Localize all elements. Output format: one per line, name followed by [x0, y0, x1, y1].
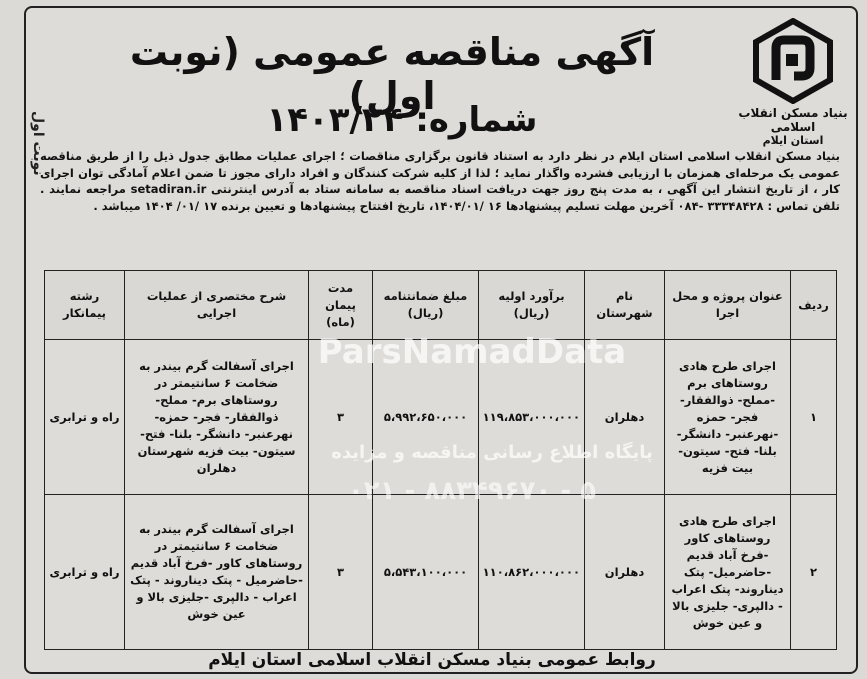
cell-county: دهلران	[585, 495, 665, 650]
header-description: شرح مختصری از عملیات اجرایی	[125, 271, 309, 340]
cell-project-title: اجرای طرح هادی روستاهای برم -مملح- ذوالفقار- فجر- حمزه -نهرعنبر- دانشگر- بلنا- فتح- سیتون- بیت فزیه	[665, 340, 791, 495]
ad-frame	[24, 6, 858, 674]
cell-row-number: ۱	[791, 340, 837, 495]
header-duration: مدت پیمان (ماه)	[309, 271, 373, 340]
cell-county: دهلران	[585, 340, 665, 495]
cell-guarantee: ۵،۵۴۳،۱۰۰،۰۰۰	[373, 495, 479, 650]
cell-project-title: اجرای طرح هادی روستاهای کاور -فرخ آباد قدیم -حاضرمیل- پتک دیناروند- پتک اعراب - دالپری- جلیزی بالا و عین خوش	[665, 495, 791, 650]
table-header-row	[45, 271, 837, 340]
watermark-tagline: پایگاه اطلاع رسانی مناقصه و مزایده	[331, 442, 653, 463]
side-label: نوبت اول	[30, 110, 46, 176]
cell-duration: ۳	[309, 495, 373, 650]
house-seal-icon	[750, 18, 836, 104]
cell-row-number: ۲	[791, 495, 837, 650]
table-row	[45, 340, 837, 495]
ad-number: شماره: ۱۴۰۳/۲۴	[266, 100, 538, 140]
header-row-number: ردیف	[791, 271, 837, 340]
org-province: استان ایلام	[762, 134, 824, 147]
header-project-title: عنوان پروژه و محل اجرا	[665, 271, 791, 340]
cell-description: اجرای آسفالت گرم بیندر به ضخامت ۶ سانتیمتر در روستاهای برم- مملح- ذوالفقار- فجر- حمزه- نهرعنبر- دانشگر- بلنا- فتح- سیتون- بیت فزیه شهرستان دهلران	[125, 340, 309, 495]
cell-estimate: ۱۱۹،۸۵۳،۰۰۰،۰۰۰	[479, 340, 585, 495]
ad-title: آگهی مناقصه عمومی (نوبت اول)	[129, 30, 655, 118]
watermark-phone: ۰۲۱ - ۸۸۳۴۹۶۷۰ - ۵	[347, 476, 597, 506]
intro-paragraph: بنیاد مسکن انقلاب اسلامی استان ایلام در نظر دارد به استناد قانون برگزاری مناقصات ؛ اجرای عملیات مطابق جدول ذیل را از طریق مناقصه عمومی یک مرحله‌ای همزمان با ارزیابی فشرده واگذار نماید ؛ لذا از کلیه شرکت کنندگان و افراد دارای مجوز تا ضمن اعلام آمادگی توان اجرای کار ، از تاریخ انتشار این آگهی ، به مدت پنج روز جهت دریافت اسناد مناقصه به سامانه ستاد به آدرس اینترنتی setadiran.ir مراجعه نمایند . تلفن تماس : ۳۳۳۴۸۴۲۸ -۰۸۴ آخرین مهلت تسلیم پیشنهادها ۱۶ /۱۴۰۴/۰۱، تاریخ افتتاح پیشنهادها و تعیین برنده ۱۷ /۰۱/ ۱۴۰۴ میباشد .	[40, 149, 840, 213]
cell-guarantee: ۵،۹۹۲،۶۵۰،۰۰۰	[373, 340, 479, 495]
header-guarantee: مبلغ ضمانتنامه (ریال)	[373, 271, 479, 340]
table-row	[45, 495, 837, 650]
org-name: بنیاد مسکن انقلاب اسلامی	[738, 106, 848, 134]
cell-contractor: راه و ترابری	[45, 495, 125, 650]
cell-description: اجرای آسفالت گرم بیندر به ضخامت ۶ سانتیمتر در روستاهای کاور -فرخ آباد قدیم -حاضرمیل - پتک دیناروند - پتک اعراب - دالپری -جلیزی بالا و عین خوش	[125, 495, 309, 650]
cell-duration: ۳	[309, 340, 373, 495]
cell-estimate: ۱۱۰،۸۶۲،۰۰۰،۰۰۰	[479, 495, 585, 650]
header-contractor: رشته پیمانکار	[45, 271, 125, 340]
header-county: نام شهرستان	[585, 271, 665, 340]
org-logo	[738, 18, 848, 158]
watermark-brand: ParsNamadData	[317, 332, 627, 372]
footer-credit: روابط عمومی بنیاد مسکن انقلاب اسلامی استان ایلام	[208, 650, 656, 670]
cell-contractor: راه و ترابری	[45, 340, 125, 495]
header-estimate: برآورد اولیه (ریال)	[479, 271, 585, 340]
